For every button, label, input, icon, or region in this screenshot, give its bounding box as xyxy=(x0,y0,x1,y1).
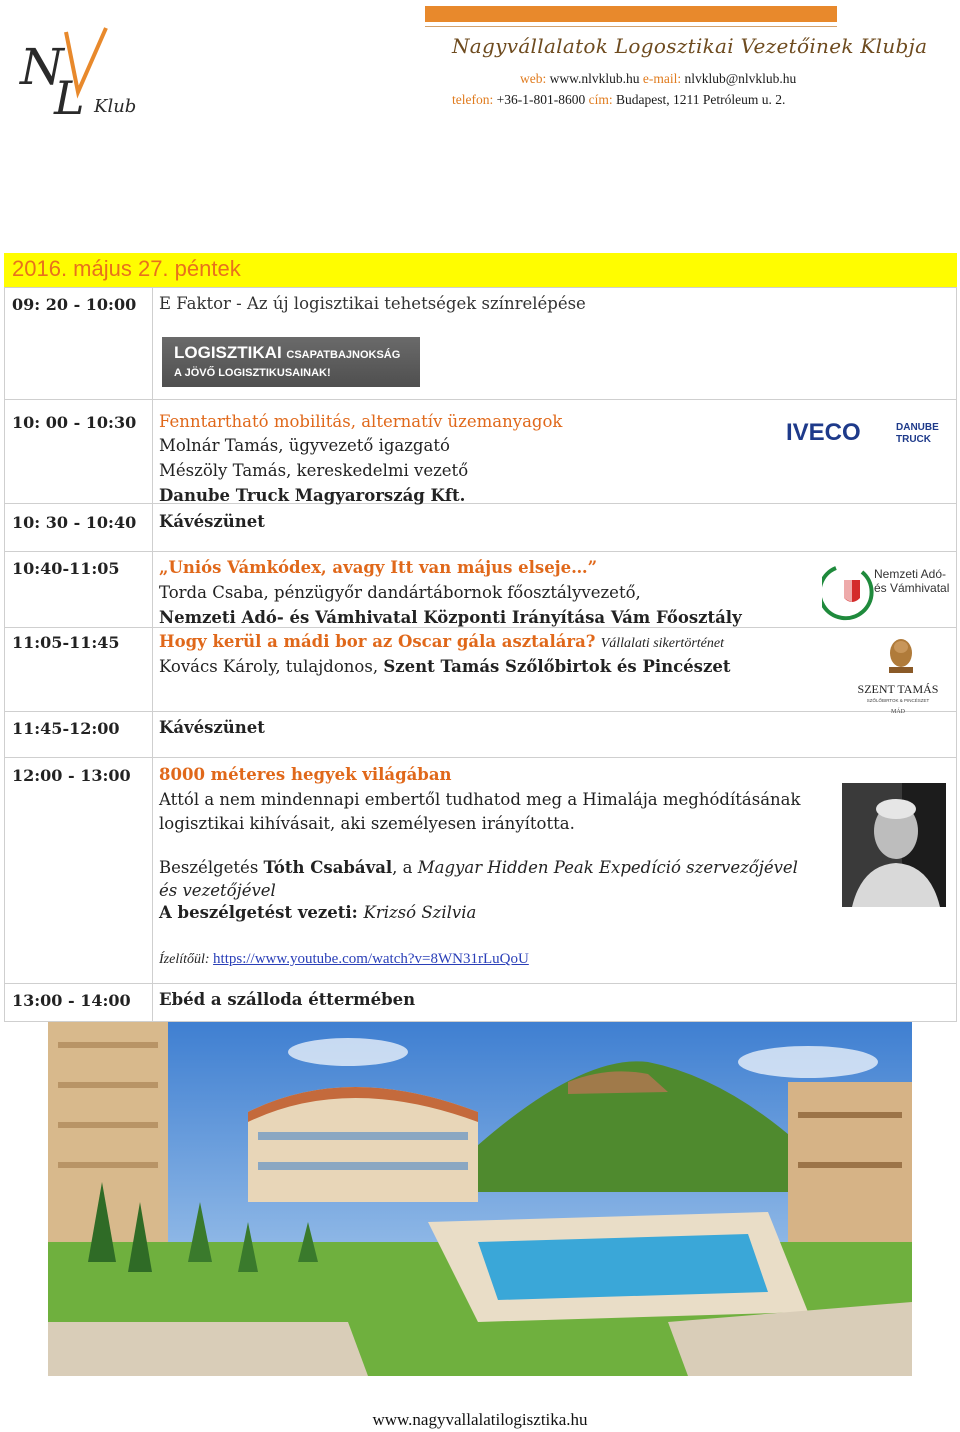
email-link[interactable]: nlvklub@nlvklub.hu xyxy=(684,71,797,86)
iveco-danube-truck-logo xyxy=(786,419,946,445)
svg-text:SZENT TAMÁS: SZENT TAMÁS xyxy=(857,682,939,696)
time-slot: 09: 20 - 10:00 xyxy=(12,295,137,314)
svg-text:és Vámhivatal: és Vámhivatal xyxy=(874,581,950,595)
web-link[interactable]: www.nlvklub.hu xyxy=(549,71,640,86)
time-slot: 11:05-11:45 xyxy=(12,633,120,652)
speaker-line: Torda Csaba, pénzügyőr dandártábornok főosztályvezető, xyxy=(159,583,641,602)
session-title: „Uniós Vámkódex, avagy Itt van május elseje…” xyxy=(159,558,598,577)
time-slot: 10: 30 - 10:40 xyxy=(12,513,137,532)
youtube-link[interactable]: https://www.youtube.com/watch?v=8WN31rLuQoU xyxy=(213,951,529,967)
svg-text:TRUCK: TRUCK xyxy=(896,434,931,445)
club-title: Nagyvállalatok Logosztikai Vezetőinek Klubja xyxy=(452,34,928,58)
speaker-line: Mészöly Tamás, kereskedelmi vezető xyxy=(159,461,469,480)
session-title: 8000 méteres hegyek világában xyxy=(159,765,452,784)
event-date: 2016. május 27. péntek xyxy=(12,256,241,281)
svg-text:DANUBE: DANUBE xyxy=(896,422,939,433)
hotel-photo xyxy=(48,1022,912,1376)
organization-name: Nemzeti Adó- és Vámhivatal Központi Irányítása Vám Főosztály xyxy=(159,608,742,627)
session-title: Kávészünet xyxy=(159,512,265,531)
teaser-line: Ízelítőül: https://www.youtube.com/watch?v=8WN31rLuQoU xyxy=(159,951,529,967)
table-border xyxy=(4,287,5,1022)
speaker-line: Kovács Károly, tulajdonos, Szent Tamás Szőlőbirtok és Pincészet xyxy=(159,657,731,676)
description-line: logisztikai kihívásait, aki személyesen irányította. xyxy=(159,814,575,833)
time-slot: 13:00 - 14:00 xyxy=(12,991,131,1010)
csapatbajnoksag-logo: LOGISZTIKAI CSAPATBAJNOKSÁG A JÖVŐ LOGISZTIKUSAINAK! xyxy=(162,337,420,387)
table-divider xyxy=(152,287,153,1022)
speaker-line: Molnár Tamás, ügyvezető igazgató xyxy=(159,436,450,455)
footer-url[interactable]: www.nagyvallalatilogisztika.hu xyxy=(372,1410,588,1429)
header-contact-phone: telefon: +36-1-801-8600 cím: Budapest, 1211 Petróleum u. 2. xyxy=(452,92,786,107)
company-name: Danube Truck Magyarország Kft. xyxy=(159,486,466,505)
svg-text:Klub: Klub xyxy=(94,96,137,117)
interview-line: és vezetőjével xyxy=(159,881,276,900)
header-contact-web: web: www.nlvklub.hu e-mail: nlvklub@nlvklub.hu xyxy=(520,71,797,86)
description-line: Attól a nem mindennapi embertől tudhatod meg a Himalája meghódításának xyxy=(159,790,801,809)
session-title: Ebéd a szálloda éttermében xyxy=(159,990,416,1009)
session-title: Hogy kerül a mádi bor az Oscar gála asztalára? Vállalati sikertörténet xyxy=(159,632,724,651)
svg-text:SZŐLŐBIRTOK & PINCÉSZET: SZŐLŐBIRTOK & PINCÉSZET xyxy=(866,698,930,703)
nlv-klub-logo xyxy=(14,22,144,122)
time-slot: 12:00 - 13:00 xyxy=(12,766,131,785)
session-title: E Faktor - Az új logisztikai tehetségek színrelépése xyxy=(159,294,586,313)
time-slot: 10: 00 - 10:30 xyxy=(12,413,137,432)
schedule-table xyxy=(4,287,956,1022)
session-title: Kávészünet xyxy=(159,718,265,737)
svg-text:MÁD: MÁD xyxy=(890,709,906,715)
speaker-portrait xyxy=(842,783,946,907)
szent-tamas-logo xyxy=(849,635,947,715)
nav-logo xyxy=(822,562,956,624)
time-slot: 10:40-11:05 xyxy=(12,559,120,578)
header-bar xyxy=(425,6,837,22)
moderator-line: A beszélgetést vezeti: Krizsó Szilvia xyxy=(159,903,477,922)
interview-line: Beszélgetés Tóth Csabával, a Magyar Hidden Peak Expedíció szervezőjével xyxy=(159,858,798,877)
svg-text:L: L xyxy=(54,71,85,122)
table-border xyxy=(956,287,957,1022)
svg-text:Nemzeti Adó-: Nemzeti Adó- xyxy=(874,567,947,581)
svg-text:IVECO: IVECO xyxy=(786,419,861,445)
time-slot: 11:45-12:00 xyxy=(12,719,120,738)
svg-text:N: N xyxy=(20,38,64,96)
header-divider xyxy=(425,26,837,27)
session-tag: Vállalati sikertörténet xyxy=(600,636,724,651)
session-title: Fenntartható mobilitás, alternatív üzemanyagok xyxy=(159,412,563,431)
